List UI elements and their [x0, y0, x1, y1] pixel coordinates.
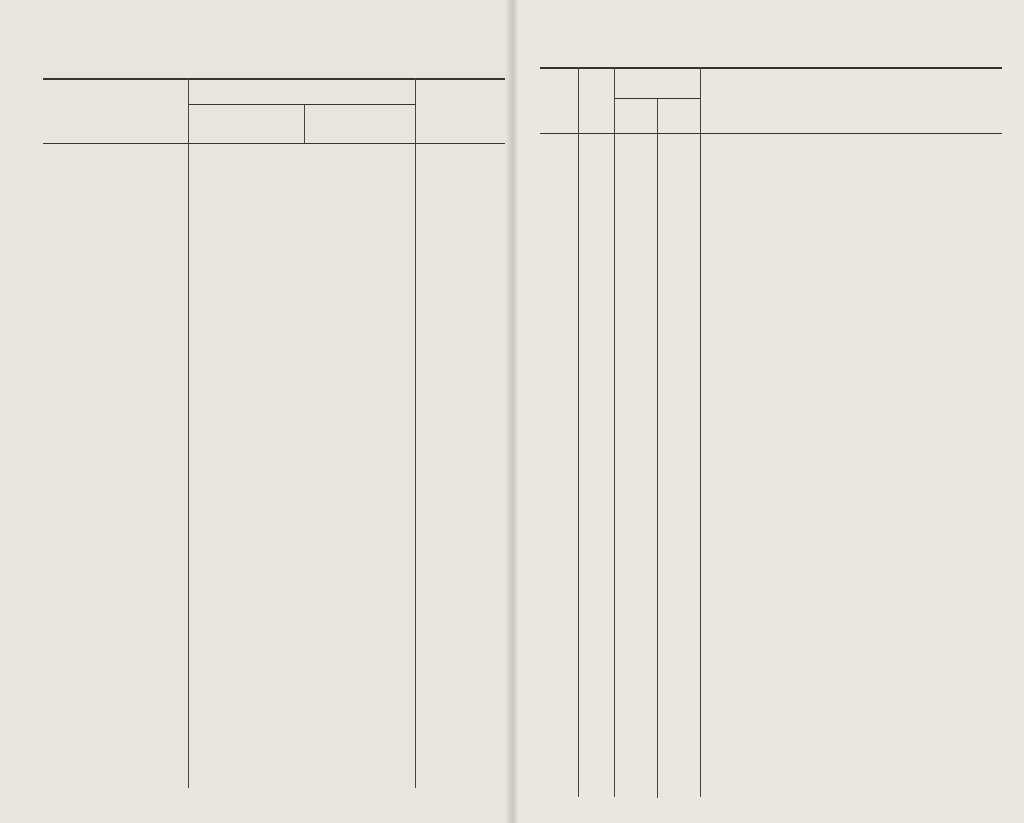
right-divider-1 [578, 67, 579, 797]
left-divider-weight [304, 104, 305, 144]
left-header-bottom-rule [43, 143, 505, 144]
book-gutter [505, 0, 519, 823]
left-top-rule [43, 78, 505, 80]
left-divider-unsound [415, 78, 416, 788]
right-divider-4 [700, 67, 701, 797]
right-divider-3 [657, 98, 658, 798]
right-header-bottom-rule [540, 133, 1002, 134]
right-top-rule [540, 67, 1002, 69]
left-subheader-rule [188, 104, 415, 105]
right-page [512, 0, 1024, 823]
left-divider-quantity [188, 78, 189, 788]
right-divider-2 [614, 67, 615, 797]
